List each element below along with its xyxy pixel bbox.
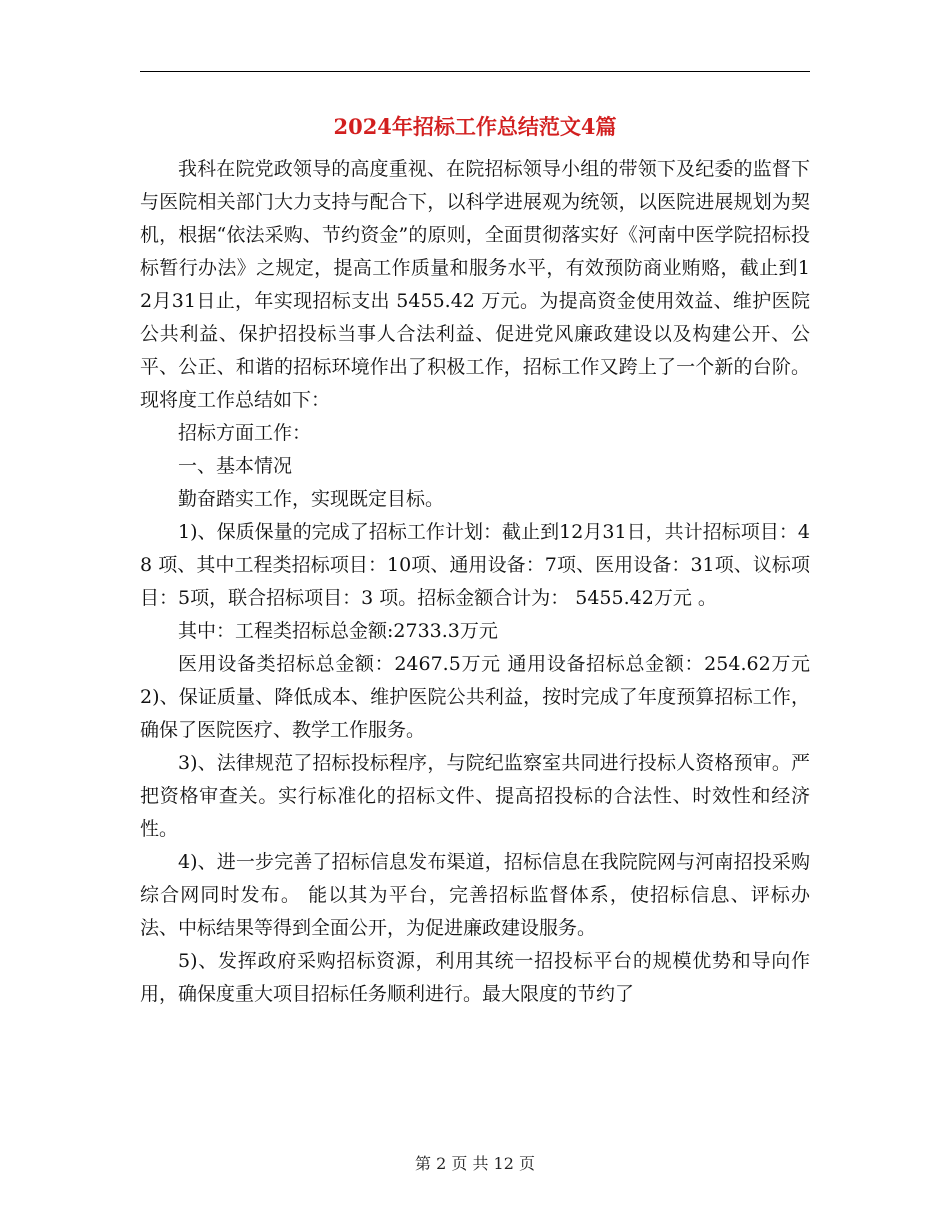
document-body <box>140 153 810 1011</box>
paragraph-equipment-totals: 医用设备类招标总金额：2467.5万元 通用设备招标总金额：254.62万元 2)、保证质量、降低成本、维护医院公共利益，按时完成了年度预算招标工作，确保了医院医疗、教学工作服务。 <box>140 653 810 741</box>
paragraph-item-1: 1)、保质保量的完成了招标工作计划：截止到12月31日，共计招标项目：48 项、其中工程类招标项目：10项、通用设备：7项、医用设备：31项、议标项目：5项，联合招标项目：3 项。招标金额合计为： 5455.42万元 。 <box>140 521 810 609</box>
paragraph-item-3: 3)、法律规范了招标投标程序，与院纪监察室共同进行投标人资格预审。严把资格审查关。实行标准化的招标文件、提高招投标的合法性、时效性和经济性。 <box>140 752 810 840</box>
paragraph-goal: 勤奋踏实工作，实现既定目标。 <box>178 488 445 510</box>
paragraph-intro: 我科在院党政领导的高度重视、在院招标领导小组的带领下及纪委的监督下与医院相关部门大力支持与配合下，以科学进展观为统领，以医院进展规划为契机，根据“依法采购、节约资金”的原则，全面贯彻落实好《河南中医学院招标投标暂行办法》之规定，提高工作质量和服务水平，有效预防商业贿赂，截止到12月31日止，年实现招标支出 5455.42 万元。为提高资金使用效益、维护医院公共利益、保护招投标当事人合法利益、促进党风廉政建设以及构建公开、公平、公正、和谐的招标环境作出了积极工作，招标工作又跨上了一个新的台阶。现将度工作总结如下： <box>140 158 810 411</box>
paragraph-item-4: 4)、进一步完善了招标信息发布渠道，招标信息在我院院网与河南招投采购综合网同时发布。 能以其为平台，完善招标监督体系，使招标信息、评标办法、中标结果等得到全面公开，为促进廉政建设服务。 <box>140 851 810 939</box>
page-number: 第 2 页 共 12 页 <box>415 1154 535 1173</box>
header-rule <box>140 71 810 72</box>
paragraph-basic-info-heading: 一、基本情况 <box>178 455 293 477</box>
paragraph-section-heading: 招标方面工作： <box>178 422 312 444</box>
paragraph-item-5: 5)、发挥政府采购招标资源，利用其统一招投标平台的规模优势和导向作用，确保度重大项目招标任务顺利进行。最大限度的节约了 <box>140 950 810 1005</box>
paragraph-engineering-total: 其中：工程类招标总金额:2733.3万元 <box>178 620 498 642</box>
document-title: 2024年招标工作总结范文4篇 <box>333 114 617 139</box>
